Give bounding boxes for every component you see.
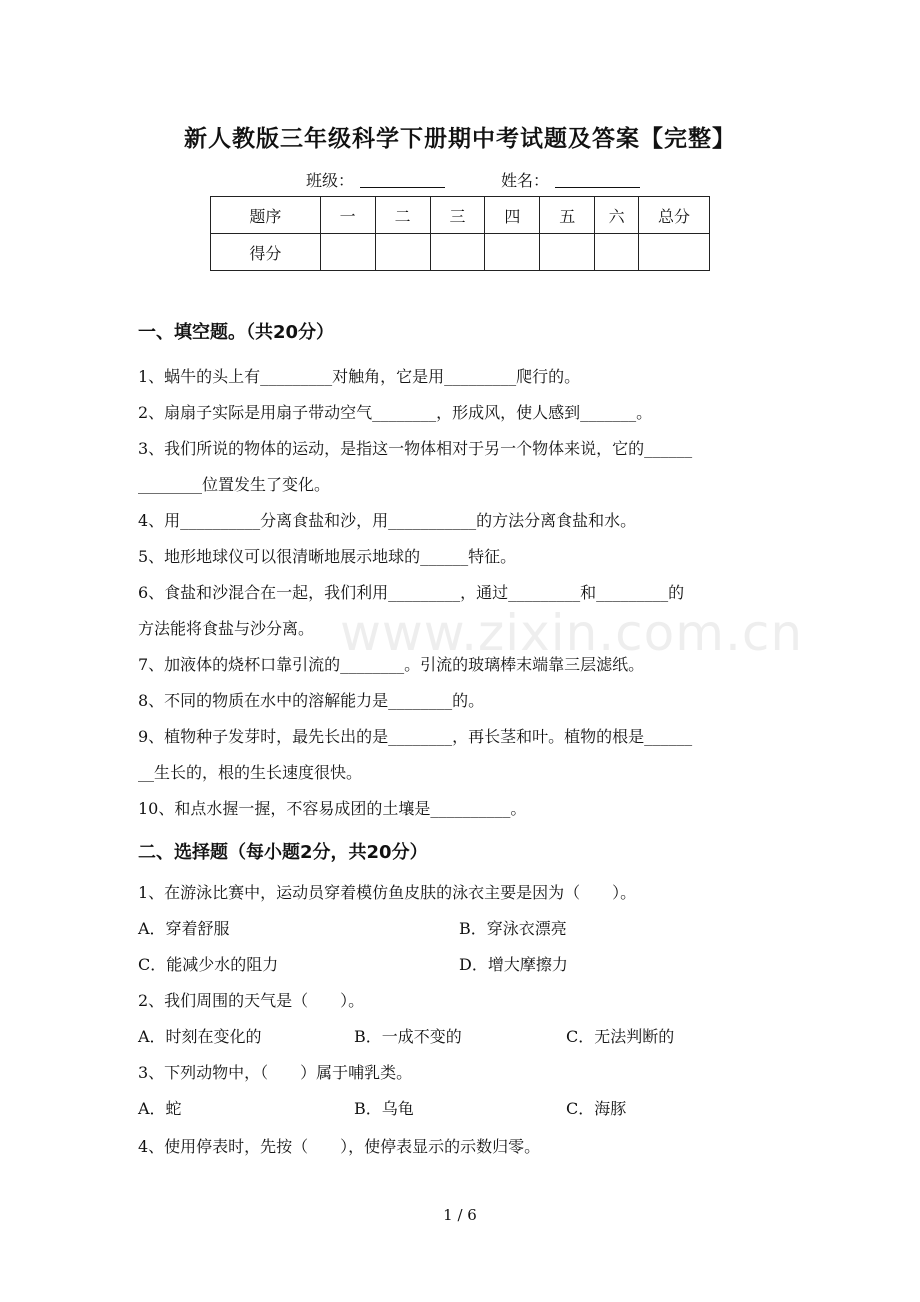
- choice-question-2: 2、我们周围的天气是（ ）。: [138, 991, 365, 1010]
- choice-option[interactable]: D．增大摩擦力: [459, 955, 568, 974]
- fill-question-line: 1、蜗牛的头上有_________对触角，它是用_________爬行的。: [138, 367, 581, 386]
- fill-question-line: 5、地形地球仪可以很清晰地展示地球的______特征。: [138, 547, 517, 566]
- choice-option[interactable]: A．时刻在变化的: [138, 1027, 262, 1046]
- score-cell[interactable]: [430, 234, 485, 271]
- class-blank[interactable]: [360, 187, 445, 188]
- score-table: [210, 196, 710, 271]
- table-header-cell: 一: [320, 197, 375, 234]
- choice-option[interactable]: B．一成不变的: [354, 1027, 462, 1046]
- score-row-label: 得分: [211, 234, 321, 271]
- table-header-cell: 六: [595, 197, 639, 234]
- page-number: 1 / 6: [443, 1206, 477, 1224]
- document-title: 新人教版三年级科学下册期中考试题及答案【完整】: [184, 126, 736, 152]
- section-1-heading: 一、填空题。（共20分）: [138, 322, 335, 343]
- choice-option[interactable]: C．能减少水的阻力: [138, 955, 279, 974]
- score-cell[interactable]: [375, 234, 430, 271]
- fill-question-line: 3、我们所说的物体的运动，是指这一物体相对于另一个物体来说，它的______: [138, 439, 693, 458]
- fill-question-line: 6、食盐和沙混合在一起，我们利用_________，通过_________和_________的: [138, 583, 685, 602]
- table-header-cell: 总分: [639, 197, 710, 234]
- score-table-score-row: [211, 234, 710, 271]
- section-2-heading: 二、选择题（每小题2分，共20分）: [138, 842, 428, 863]
- choice-question-3: 3、下列动物中，（ ）属于哺乳类。: [138, 1063, 413, 1082]
- score-cell[interactable]: [639, 234, 710, 271]
- choice-option[interactable]: C．海豚: [566, 1099, 627, 1118]
- table-header-cell: 题序: [211, 197, 321, 234]
- choice-question-4: 4、使用停表时，先按（ ），使停表显示的示数归零。: [138, 1137, 541, 1156]
- table-header-cell: 四: [485, 197, 540, 234]
- fill-question-line: 2、扇扇子实际是用扇子带动空气________，形成风，使人感到_______。: [138, 403, 653, 422]
- fill-question-line: 8、不同的物质在水中的溶解能力是________的。: [138, 691, 485, 710]
- score-table-header-row: [211, 197, 710, 234]
- score-cell[interactable]: [485, 234, 540, 271]
- choice-option[interactable]: B．穿泳衣漂亮: [459, 919, 567, 938]
- fill-question-line: 4、用__________分离食盐和沙，用___________的方法分离食盐和水。: [138, 511, 637, 530]
- fill-question-line: 7、加液体的烧杯口靠引流的________。引流的玻璃棒末端靠三层滤纸。: [138, 655, 645, 674]
- name-blank[interactable]: [555, 187, 640, 188]
- table-header-cell: 五: [540, 197, 595, 234]
- fill-question-line: 方法能将食盐与沙分离。: [138, 619, 315, 638]
- name-label: 姓名：: [501, 171, 550, 190]
- choice-option[interactable]: B．乌龟: [354, 1099, 414, 1118]
- choice-question-1: 1、在游泳比赛中，运动员穿着模仿鱼皮肤的泳衣主要是因为（ ）。: [138, 883, 637, 902]
- watermark: www.zixin.com.cn: [340, 604, 804, 662]
- choice-option[interactable]: A．蛇: [138, 1099, 182, 1118]
- fill-question-line: 9、植物种子发芽时，最先长出的是________，再长茎和叶。植物的根是______: [138, 727, 693, 746]
- choice-option[interactable]: C．无法判断的: [566, 1027, 675, 1046]
- class-label: 班级：: [306, 171, 355, 190]
- fill-question-line: 10、和点水握一握，不容易成团的土壤是__________。: [138, 799, 527, 818]
- score-cell[interactable]: [320, 234, 375, 271]
- choice-option[interactable]: A．穿着舒服: [138, 919, 230, 938]
- table-header-cell: 三: [430, 197, 485, 234]
- table-header-cell: 二: [375, 197, 430, 234]
- score-cell[interactable]: [540, 234, 595, 271]
- score-cell[interactable]: [595, 234, 639, 271]
- fill-question-line: __生长的，根的生长速度很快。: [138, 763, 363, 782]
- fill-question-line: ________位置发生了变化。: [138, 475, 331, 494]
